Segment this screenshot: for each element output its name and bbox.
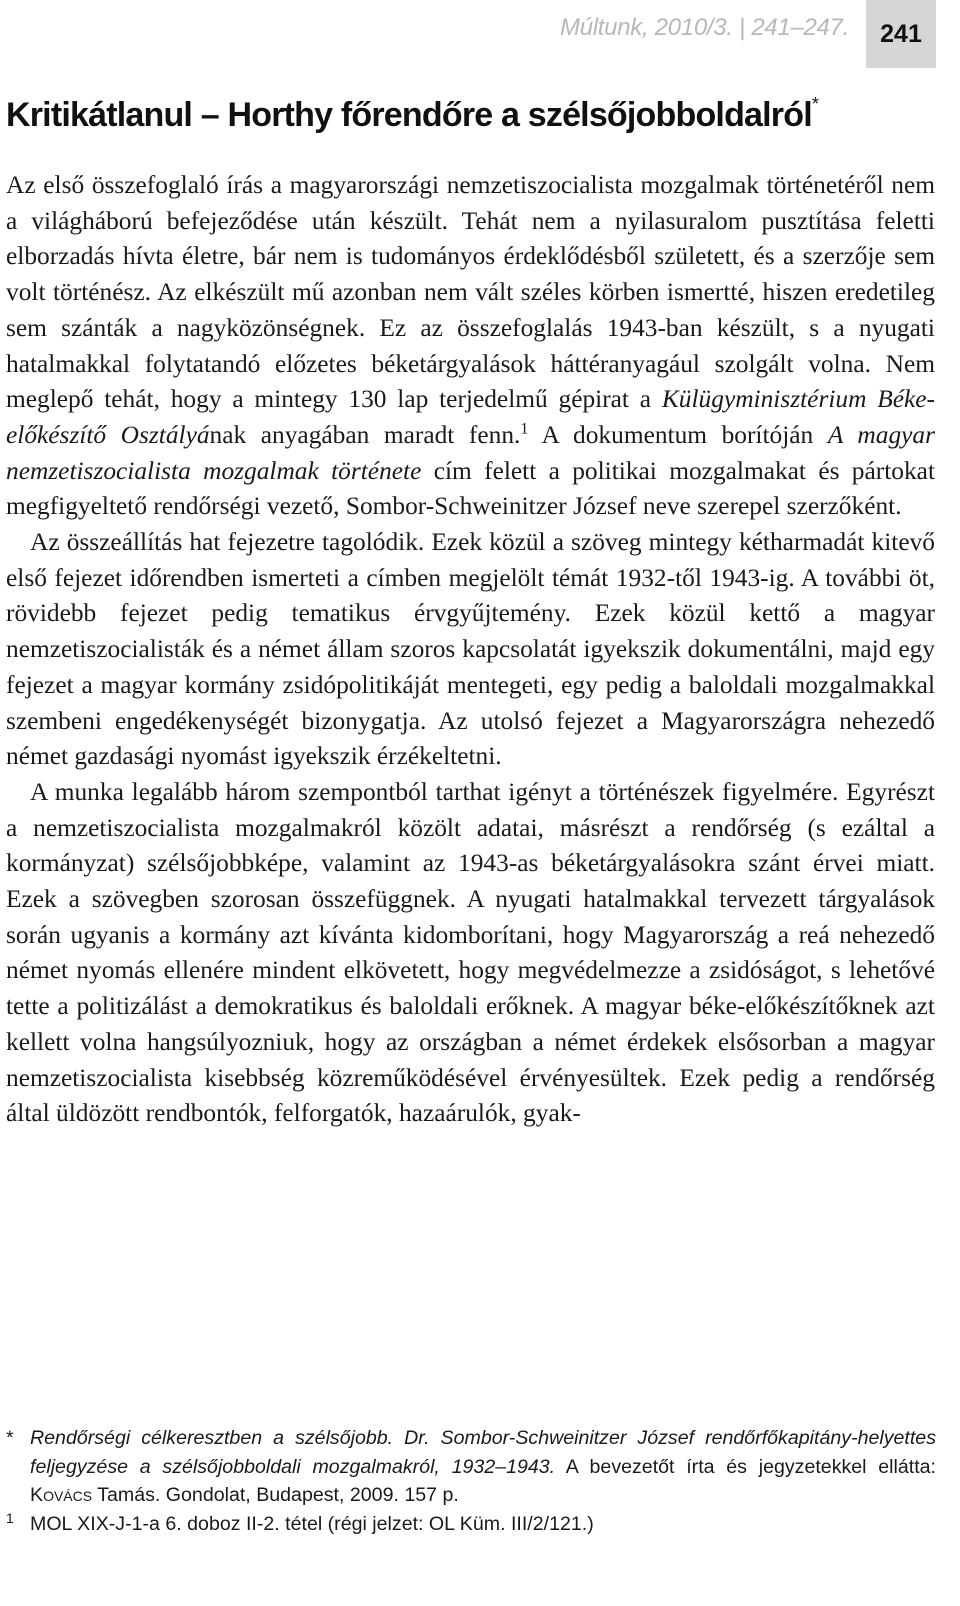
- paragraph-1-italic-1: Külügyminisztérium Béke-előkészítő Osztályá: [6, 385, 935, 449]
- article-body: [6, 168, 935, 1132]
- footnote-1: [6, 1510, 936, 1539]
- paragraph-1-text-d: cím felett a politikai mozgalmakat és pártokat megfigyeltető rendőrségi vezető, Sombor-Schweinitzer József neve szerepel szerzőként.: [6, 456, 935, 521]
- paragraph-1-text-a: Az első összefoglaló írás a magyarországi nemzetiszocialista mozgalmak történetéről nem a világháború befejeződése után készült. Tehát nem a nyilasuralom pusztítása feletti elborzadás hívta életre, bár nem is tudományos érdeklődésből született, és a szerzője sem volt történész. Az elkészült mű azonban nem vált széles körben ismertté, hiszen eredetileg sem szánták a nagyközönségnek. Ez az összefoglalás 1943-ban készült, s a nyugati hatalmakkal folytatandó előzetes béketárgyalások háttéranyagául szolgált volna. Nem meglepő tehát, hogy a mintegy 130 lap terjedelmű gépirat a: [6, 171, 935, 414]
- paragraph-2: Az összeállítás hat fejezetre tagolódik. Ezek közül a szöveg mintegy kétharmadát kitevő első fejezet időrendben ismerteti a címben megjelölt témát 1932-től 1943-ig. A további öt, rövidebb fejezet pedig tematikus érvgyűjtemény. Ezek közül kettő a magyar nemzetiszocialisták és a német állam szoros kapcsolatát igyekszik dokumentálni, majd egy fejezet a magyar kormány zsidópolitikáját mentegeti, egy pedig a baloldali mozgalmakkal szembeni engedékenységét bizonygatja. Az utolsó fejezet a Magyarországra nehezedő német gazdasági nyomást igyekszik érzékeltetni.: [6, 528, 935, 771]
- page-number-box: [866, 0, 936, 68]
- footnote-star: [6, 1424, 936, 1510]
- footnote-ref-1[interactable]: 1: [520, 420, 529, 438]
- footnote-star-italic: Rendőrségi célkeresztben a szélsőjobb. Dr. Sombor-Schweinitzer József rendőrfőkapitány-helyettes feljegyzése a szélsőjobboldali mozgalmakról, 1932–1943.: [30, 1427, 936, 1478]
- paragraph-1-text-c: A dokumentum borítóján: [528, 420, 828, 449]
- footnote-star-author: Kovács: [30, 1484, 93, 1506]
- paragraph-1-text-b: nak anyagában maradt fenn.: [209, 420, 521, 449]
- paragraph-1: [6, 168, 935, 525]
- paragraph-3: A munka legalább három szempontból tarthat igényt a történészek figyelmére. Egyrészt a nemzetiszocialista mozgalmakról közölt adatai, másrészt a rendőrség (s ezáltal a kormányzat) szélsőjobbképe, valamint az 1943-as béketárgyalásokra szánt érvei miatt. Ezek a szövegben szorosan összefüggnek. A nyugati hatalmakkal tervezett tárgyalások során ugyanis a kormány azt kívánta kidomborítani, hogy Magyarország a reá nehezedő német nyomás ellenére mindent elkövetett, hogy megvédelmezze a zsidóságot, s lehetővé tette a politizálást a demokratikus és baloldali erőknek. A magyar béke-előkészítőknek azt kellett volna hangsúlyozniuk, hogy az országban a német érdekek elsősorban a magyar nemzetiszocialista kisebbség közreműködésével érvényesültek. Ezek pedig a rendőrség által üldözött rendbontók, felforgatók, hazaárulók, gyak-: [6, 777, 935, 1128]
- footnote-star-text: A bevezetőt írta és jegyzetekkel ellátta:: [555, 1455, 937, 1478]
- footnote-star-mark: *: [6, 1427, 14, 1449]
- footnotes: [6, 1424, 936, 1538]
- page-number: 241: [880, 19, 922, 48]
- footnote-1-mark: 1: [6, 1509, 14, 1526]
- article-title-text: Kritikátlanul – Horthy főrendőre a szélsőjobboldalról: [6, 96, 812, 134]
- article-title: [6, 93, 819, 135]
- running-head: Múltunk, 2010/3. | 241–247.: [560, 14, 850, 41]
- footnote-star-text-2: Tamás. Gondolat, Budapest, 2009. 157 p.: [92, 1484, 459, 1506]
- paragraph-1-italic-2: A magyar nemzetiszocialista mozgalmak története: [6, 420, 935, 485]
- footnote-1-text: MOL XIX-J-1-a 6. doboz II-2. tétel (régi jelzet: OL Küm. III/2/121.): [30, 1512, 594, 1535]
- title-footnote-mark: *: [811, 93, 819, 114]
